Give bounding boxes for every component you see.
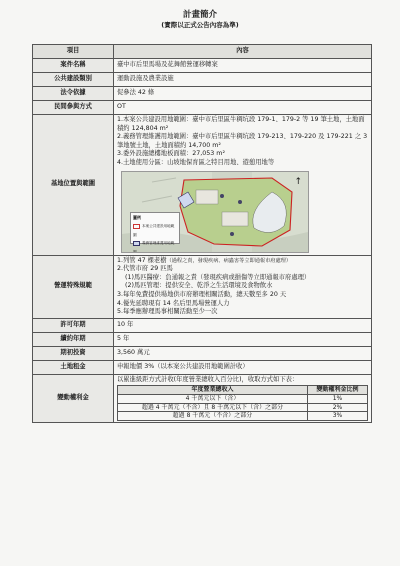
row-label: 營運特殊規範 bbox=[33, 255, 114, 318]
row-value-location bbox=[114, 115, 372, 256]
table-row bbox=[33, 73, 372, 87]
row-value: 3,560 萬元 bbox=[114, 346, 372, 360]
table-header-row bbox=[33, 45, 372, 59]
row-label: 期初投資 bbox=[33, 346, 114, 360]
row-label: 公共建設類別 bbox=[33, 73, 114, 87]
royalty-row bbox=[118, 403, 368, 412]
row-label: 案件名稱 bbox=[33, 59, 114, 73]
row-value: 申報地價 3%（以本案公共建設用地範圍計收） bbox=[114, 360, 372, 374]
location-item: 2.義務管理維護用地範圍：臺中市后里區牛稠坑段 179-213、179-220 及 179-221 之 3 筆地號土地，土地面積約 14,700 m² bbox=[117, 133, 368, 149]
operation-item-text: 1.列管 47 棵老樹 bbox=[117, 256, 167, 264]
royalty-rate: 1% bbox=[308, 394, 368, 403]
royalty-rate: 2% bbox=[308, 403, 368, 412]
operation-item bbox=[117, 257, 368, 266]
table-row-royalty bbox=[33, 374, 372, 422]
royalty-row bbox=[118, 394, 368, 403]
table-row bbox=[33, 360, 372, 374]
row-label: 許可年期 bbox=[33, 318, 114, 332]
row-value-royalty bbox=[114, 374, 372, 422]
operation-item: 5.每季應辦理馬事相關活動至少一次 bbox=[117, 308, 218, 316]
north-arrow-icon: ↑ bbox=[294, 176, 302, 187]
table-row bbox=[33, 332, 372, 346]
row-value: 5 年 bbox=[114, 332, 372, 346]
royalty-header-row bbox=[118, 386, 368, 395]
row-value: OT bbox=[114, 101, 372, 115]
row-label: 基地位置與範圍 bbox=[33, 115, 114, 256]
row-value-operation bbox=[114, 255, 372, 318]
operation-item: 2.代管市府 29 匹馬 bbox=[117, 265, 173, 273]
table-row bbox=[33, 318, 372, 332]
project-summary-table bbox=[32, 44, 372, 423]
royalty-rate: 3% bbox=[308, 412, 368, 421]
row-label: 變動權利金 bbox=[33, 374, 114, 422]
table-row bbox=[33, 346, 372, 360]
operation-item: (1)馬匹醫療：負通報之責（發現疾病或損傷等立即通報市府處理） bbox=[125, 273, 311, 281]
operation-item-note: （過程之責，發現疾病、病蟲害等立即通報市府處理） bbox=[166, 257, 292, 264]
legend-swatch-blue bbox=[133, 241, 140, 246]
royalty-intro: 以累進級距方式計收(年度營業總收入百分比)，收取方式如下表： bbox=[117, 375, 299, 383]
row-value: 10 年 bbox=[114, 318, 372, 332]
table-row bbox=[33, 87, 372, 101]
row-label: 法令依據 bbox=[33, 87, 114, 101]
page-subtitle: (實際以正式公告內容為準) bbox=[161, 21, 239, 29]
page-title: 計畫簡介 bbox=[182, 10, 217, 20]
location-item: 1.本案公共建設用地範圍：臺中市后里區牛稠坑段 179-1、179-2 等 19 筆土地，土地面積約 124,804 m² bbox=[117, 116, 365, 132]
header-content: 內容 bbox=[114, 45, 372, 59]
operation-item: 3.每年免費提供場地供市府辦理相關活動，總天數至多 20 天 bbox=[117, 290, 287, 298]
site-map-image bbox=[121, 171, 309, 253]
row-label: 續約年期 bbox=[33, 332, 114, 346]
row-label: 土地租金 bbox=[33, 360, 114, 374]
royalty-range: 超過 4 千萬元（不含）且 8 千萬元以下（含）之部分 bbox=[118, 403, 308, 412]
map-legend bbox=[130, 212, 180, 253]
table-row bbox=[33, 59, 372, 73]
table-row-location bbox=[33, 115, 372, 256]
royalty-col-revenue: 年度營業總收入 bbox=[118, 386, 308, 395]
legend-swatch-red bbox=[133, 224, 140, 229]
royalty-range: 4 千萬元以下（含） bbox=[118, 394, 308, 403]
operation-item: (2)馬匹管理：提供安全、乾淨之生活環境及食物飲水 bbox=[125, 282, 273, 290]
operation-item: 4.優先延聘現有 14 名后里馬場營運人力 bbox=[117, 299, 230, 307]
row-value: 運動設施及農業設施 bbox=[114, 73, 372, 87]
royalty-col-rate: 變動權利金比例 bbox=[308, 386, 368, 395]
row-value: 臺中市后里馬場及花舞館營運移轉案 bbox=[114, 59, 372, 73]
legend-title: 圖例 bbox=[133, 214, 141, 220]
table-row bbox=[33, 101, 372, 115]
legend-item bbox=[133, 222, 177, 239]
royalty-table bbox=[117, 385, 368, 420]
table-row-operation bbox=[33, 255, 372, 318]
royalty-row bbox=[118, 412, 368, 421]
location-item: 4.土地使用分區：山坡地保育區之特目用地、遊憩用地等 bbox=[117, 158, 275, 166]
row-value: 促參法 42 條 bbox=[114, 87, 372, 101]
header-item: 項目 bbox=[33, 45, 114, 59]
row-label: 民間參與方式 bbox=[33, 101, 114, 115]
legend-label: 義務管理維護用地範圍 bbox=[133, 241, 175, 253]
legend-label: 本案公共建設用地範圍 bbox=[133, 224, 175, 237]
royalty-range: 超過 8 千萬元（不含）之部分 bbox=[118, 412, 308, 421]
location-item: 3.委外設施總樓地板面積：27,053 m² bbox=[117, 150, 225, 158]
legend-item bbox=[133, 239, 177, 252]
